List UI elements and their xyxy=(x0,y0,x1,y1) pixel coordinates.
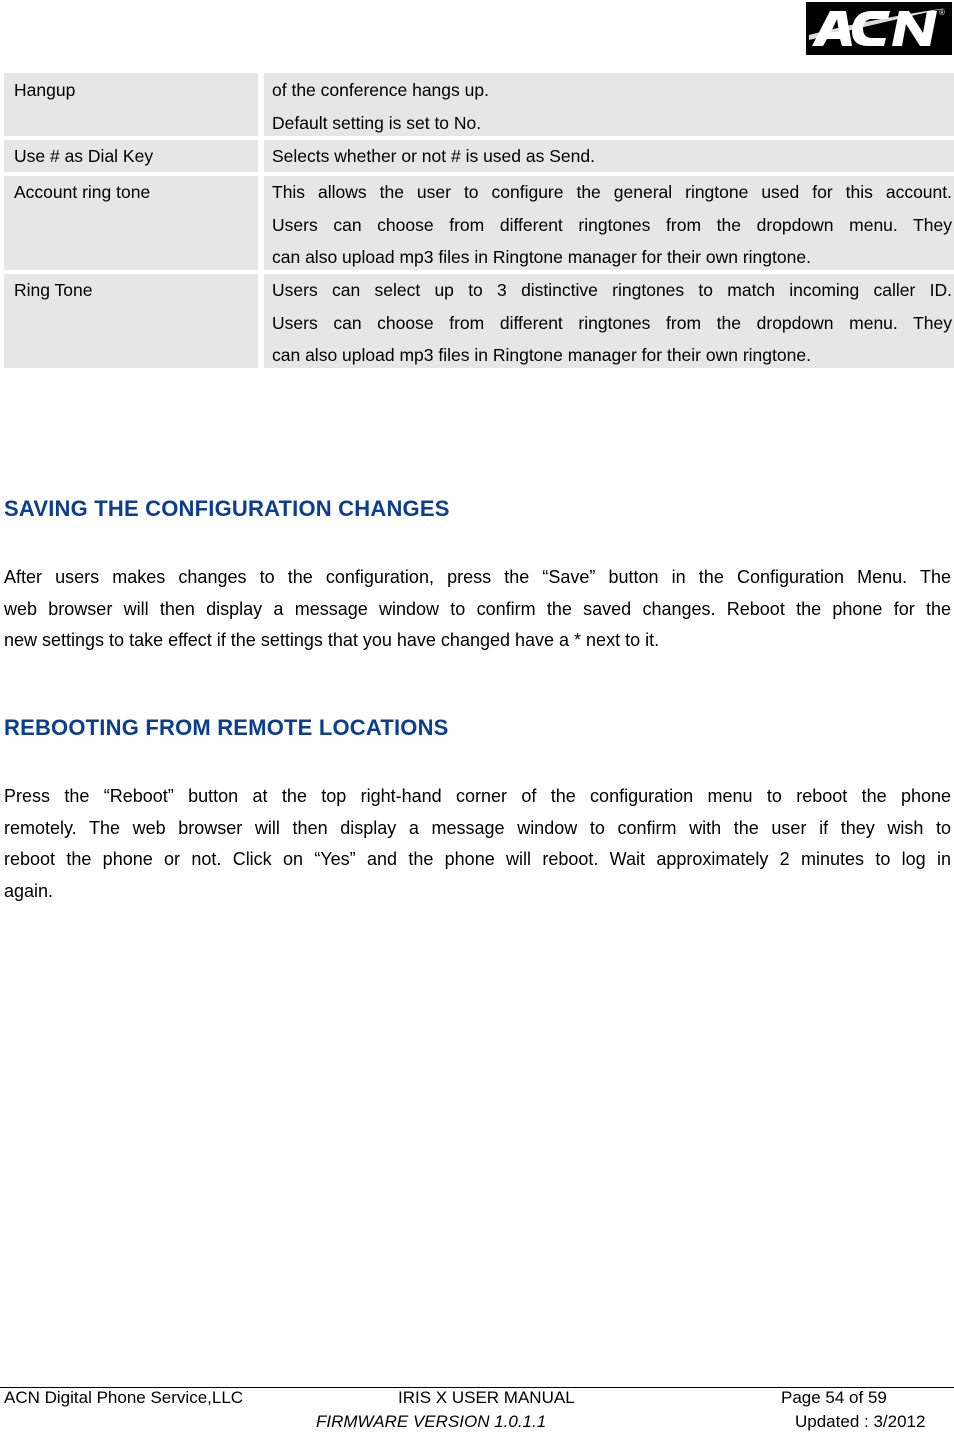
acn-logo-graphic xyxy=(806,2,952,55)
section-heading-saving: SAVING THE CONFIGURATION CHANGES xyxy=(4,496,450,521)
setting-description xyxy=(264,73,954,136)
table-row xyxy=(4,140,954,172)
footer-page-number: Page 54 of 59 xyxy=(781,1388,887,1407)
paragraph-line: reboot the phone or not. Click on “Yes” and the phone will reboot. Wait approximately 2 minutes to log in xyxy=(4,849,951,869)
footer-company: ACN Digital Phone Service,LLC xyxy=(4,1388,244,1407)
setting-description xyxy=(264,176,954,270)
setting-name: Hangup xyxy=(4,73,258,136)
setting-name: Account ring tone xyxy=(4,176,258,270)
description-line: Users can choose from different ringtones from the dropdown menu. They xyxy=(272,312,952,333)
description-line: Users can choose from different ringtones from the dropdown menu. They xyxy=(272,214,952,235)
setting-description xyxy=(264,140,954,172)
section-heading-reboot: REBOOTING FROM REMOTE LOCATIONS xyxy=(4,715,449,740)
settings-table xyxy=(4,73,954,372)
table-row xyxy=(4,274,954,368)
section-paragraph-saving xyxy=(4,562,951,657)
description-line: can also upload mp3 files in Ringtone manager for their own ringtone. xyxy=(272,345,811,365)
table-row xyxy=(4,73,954,136)
description-line: of the conference hangs up. xyxy=(272,80,489,100)
footer-firmware-version: FIRMWARE VERSION 1.0.1.1 xyxy=(316,1412,547,1431)
setting-description xyxy=(264,274,954,368)
description-line: Selects whether or not # is used as Send. xyxy=(272,146,595,166)
paragraph-line: remotely. The web browser will then display a message window to confirm with the user if they wish to xyxy=(4,817,951,838)
footer-updated-date: Updated : 3/2012 xyxy=(795,1412,926,1431)
description-line: Users can select up to 3 distinctive ringtones to match incoming caller ID. xyxy=(272,280,952,300)
acn-logo xyxy=(806,2,952,55)
setting-name: Ring Tone xyxy=(4,274,258,368)
paragraph-line: Press the “Reboot” button at the top right-hand corner of the configuration menu to reboot the phone xyxy=(4,786,951,806)
paragraph-line: After users makes changes to the configuration, press the “Save” button in the Configuration Menu. The xyxy=(4,567,951,587)
svg-text:®: ® xyxy=(939,8,945,17)
description-line: can also upload mp3 files in Ringtone manager for their own ringtone. xyxy=(272,247,811,267)
description-line: This allows the user to configure the general ringtone used for this account. xyxy=(272,182,952,202)
description-line: Default setting is set to No. xyxy=(272,112,482,133)
section-paragraph-reboot xyxy=(4,781,951,907)
table-row xyxy=(4,176,954,270)
footer-manual-title: IRIS X USER MANUAL xyxy=(398,1388,575,1407)
paragraph-line: new settings to take effect if the settings that you have changed have a * next to it. xyxy=(4,630,660,650)
paragraph-line: web browser will then display a message window to confirm the saved changes. Reboot the phone for the xyxy=(4,598,951,619)
paragraph-line: again. xyxy=(4,880,54,901)
setting-name: Use # as Dial Key xyxy=(4,140,258,172)
